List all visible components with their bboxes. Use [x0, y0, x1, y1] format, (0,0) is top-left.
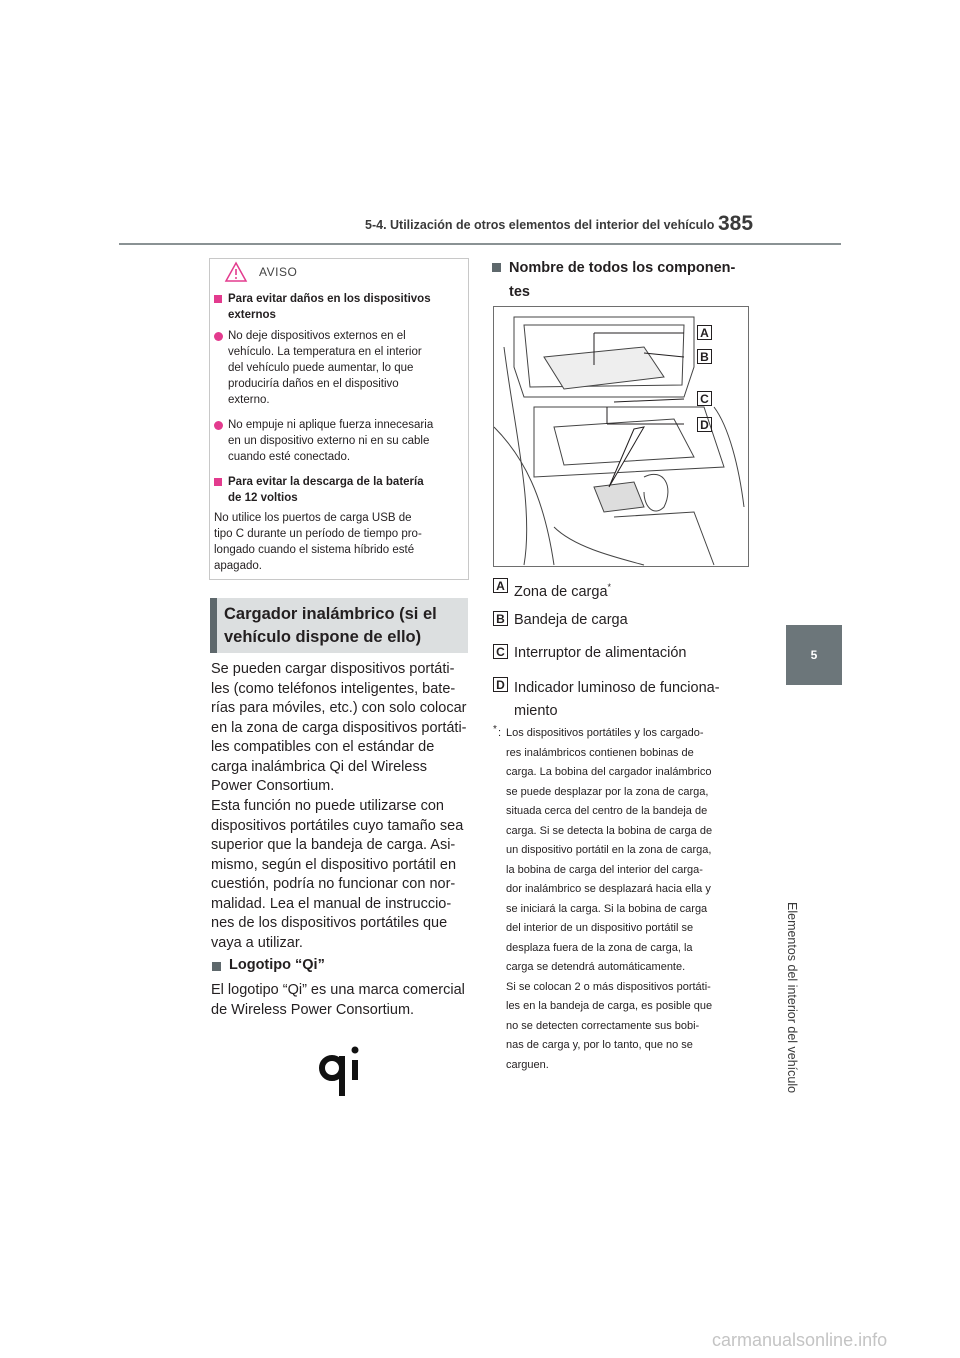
text-line: Se pueden cargar dispositivos portáti-	[211, 661, 455, 677]
text-line: No utilice los puertos de carga USB de	[214, 512, 412, 524]
legend-item-d	[514, 677, 720, 723]
watermark: carmanualsonline.info	[712, 1330, 888, 1350]
warning-paragraph	[214, 510, 462, 574]
text-line: se puede desplazar por la zona de carga,	[506, 785, 709, 798]
footnote	[493, 724, 753, 1075]
text-line: cuestión, podría no funcionar con nor-	[211, 876, 456, 892]
figure-label-a: A	[697, 325, 712, 340]
charger-illustration	[493, 306, 749, 567]
text-line: carga. Si se detecta la bobina de carga de	[506, 824, 713, 837]
header-rule	[119, 243, 841, 245]
legend-superscript: *	[607, 582, 612, 592]
text-line: carga inalámbrica Qi del Wireless	[211, 758, 427, 775]
legend-key-d: D	[493, 677, 508, 692]
footnote-body	[493, 724, 753, 1075]
figure-label-b: B	[697, 349, 712, 364]
limitations-paragraph	[211, 797, 469, 953]
running-header-title: 5-4. Utilización de otros elementos del interior del vehículo	[365, 218, 715, 232]
text-line: vaya a utilizar.	[211, 934, 303, 951]
square-bullet-icon	[212, 962, 221, 971]
square-bullet-icon	[214, 295, 222, 303]
legend-item-c: Interruptor de alimentación	[514, 645, 687, 661]
warning-content	[214, 291, 462, 574]
chapter-tab: 5	[786, 625, 842, 685]
text-line: El logotipo “Qi” es una marca comercial	[211, 982, 465, 998]
components-heading	[509, 256, 749, 304]
legend-key-b: B	[493, 611, 508, 626]
text-line: del interior de un dispositivo portátil se	[506, 922, 694, 934]
heading-line: de 12 voltios	[228, 492, 298, 504]
warning-bullet-2	[214, 417, 462, 465]
text-line: la bobina de carga del interior del carga-	[506, 863, 703, 876]
heading-line: externos	[228, 309, 276, 321]
heading-line: Para evitar daños en los dispositivos	[228, 293, 431, 305]
warning-heading-1	[214, 291, 462, 323]
text-line: rías para móviles, etc.) con solo colocar	[211, 700, 467, 716]
text-line: del vehículo puede aumentar, lo que	[228, 362, 414, 374]
footnote-colon: :	[498, 727, 502, 739]
text-line: carga se detendrá automáticamente.	[506, 961, 686, 973]
figure-label-c: C	[697, 391, 712, 406]
text-line: no se detecten correctamente sus bobi-	[506, 1019, 700, 1032]
text-line: dor inalámbrico se desplazará hacia ella y	[506, 883, 711, 895]
console-drawing	[494, 307, 748, 566]
text-line: Power Consortium.	[211, 778, 335, 794]
text-line: longado cuando el sistema híbrido esté	[214, 544, 415, 556]
legend-text: Zona de carga	[514, 583, 608, 600]
text-line: malidad. Lea el manual de instruccio-	[211, 895, 452, 912]
legend-key-c: C	[493, 644, 508, 659]
text-line: Si se colocan 2 o más dispositivos portáti-	[506, 980, 711, 993]
text-line: les (como teléfonos inteligentes, bate-	[211, 680, 456, 697]
text-line: nas de carga y, por lo tanto, que no se	[506, 1039, 693, 1051]
chapter-title-vertical	[785, 692, 803, 1094]
legend-text: Indicador luminoso de funciona-	[514, 680, 720, 696]
text-line: mismo, según el dispositivo portátil en	[211, 856, 457, 873]
text-line: dispositivos portátiles cuyo tamaño sea	[211, 817, 464, 834]
chapter-title-text: Elementos del interior del vehículo	[785, 902, 799, 1094]
square-bullet-icon	[492, 263, 501, 272]
square-bullet-icon	[214, 478, 222, 486]
heading-line: vehículo dispone de ello)	[224, 628, 422, 646]
logo-heading: Logotipo “Qi”	[229, 957, 325, 973]
text-line: superior que la bandeja de carga. Asi-	[211, 837, 456, 853]
text-line: un dispositivo portátil en la zona de carga,	[506, 844, 712, 856]
legend-text: miento	[514, 703, 558, 719]
text-line: de Wireless Power Consortium.	[211, 1001, 415, 1018]
text-line: situada cerca del centro de la bandeja de	[506, 805, 708, 817]
heading-line: Para evitar la descarga de la batería	[228, 476, 424, 488]
text-line: en un dispositivo externo ni en su cable	[228, 435, 430, 447]
logo-paragraph	[211, 981, 473, 1020]
text-line: les compatibles con el estándar de	[211, 739, 435, 755]
warning-label: AVISO	[259, 265, 298, 279]
text-line: produciría daños en el dispositivo	[228, 378, 399, 390]
footnote-mark: *	[493, 724, 497, 735]
heading-line: Nombre de todos los componen-	[509, 260, 736, 276]
intro-paragraph	[211, 660, 469, 797]
text-line: Los dispositivos portátiles y los cargado-	[506, 727, 704, 739]
text-line: apagado.	[214, 560, 262, 572]
legend-item-a	[514, 578, 611, 602]
legend-item-b: Bandeja de carga	[514, 612, 628, 628]
section-heading	[224, 603, 464, 649]
text-line: externo.	[228, 394, 270, 406]
text-line: desplaza fuera de la zona de carga, la	[506, 941, 693, 954]
warning-bullet-1	[214, 328, 462, 408]
text-line: les en la bandeja de carga, es posible que	[506, 1000, 713, 1012]
page-number: 385	[718, 212, 754, 235]
legend-key-a: A	[493, 578, 508, 593]
text-line: Esta función no puede utilizarse con	[211, 798, 444, 814]
qi-logo-icon	[318, 1036, 366, 1098]
text-line: carga. La bobina del cargador inalámbrico	[506, 766, 712, 778]
text-line: se iniciará la carga. Si la bobina de carga	[506, 902, 708, 915]
figure-label-d: D	[697, 417, 712, 432]
warning-triangle-icon	[224, 261, 248, 283]
text-line: cuando esté conectado.	[228, 451, 351, 463]
text-line: en la zona de carga dispositivos portáti-	[211, 719, 467, 736]
text-line: tipo C durante un período de tiempo pro-	[214, 528, 422, 540]
text-line: No deje dispositivos externos en el	[228, 330, 406, 342]
text-line: res inalámbricos contienen bobinas de	[506, 746, 694, 759]
heading-line: tes	[509, 284, 530, 300]
warning-heading-2	[214, 474, 462, 506]
heading-line: Cargador inalámbrico (si el	[224, 605, 437, 623]
round-bullet-icon	[214, 421, 223, 430]
text-line: vehículo. La temperatura en el interior	[228, 346, 422, 358]
text-line: carguen.	[506, 1058, 549, 1071]
text-line: nes de los dispositivos portátiles que	[211, 915, 448, 931]
text-line: No empuje ni aplique fuerza innecesaria	[228, 419, 434, 431]
round-bullet-icon	[214, 332, 223, 341]
